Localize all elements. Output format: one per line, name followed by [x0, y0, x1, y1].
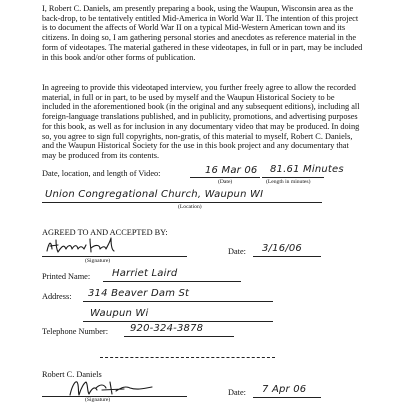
- author-signature-caption: (Signature): [85, 397, 111, 403]
- interview-label: Date, location, and length of Video:: [42, 169, 161, 178]
- interview-length-caption: (Length in minutes): [266, 179, 311, 185]
- printed-name-label: Printed Name:: [42, 272, 91, 281]
- agreement-paragraph: In agreeing to provide this videotaped interview, you further freely agree to allow the recorded material, in full or in part, to be used by myself and the Waupun Historical Society to be included in the aforementioned book (in the original and any subsequent editions), including all foreign-language translations published, and in publicity, promotions, and advertising purposes for this book, as well as for inclusion in any documentary video that may be produced. In doing so, you agree to sign full copyrights, non-gratis, of this material to myself, Robert C. Daniels, and the Waupun Historical Society for the use in this book project and any documentary that may be produced from its contents.: [42, 83, 360, 160]
- address-line2-rule: [83, 321, 273, 322]
- agreed-heading: AGREED TO AND ACCEPTED BY:: [42, 228, 168, 237]
- address-line1-rule: [83, 301, 273, 302]
- interview-date-caption: (Date): [218, 179, 233, 185]
- address-label: Address:: [42, 292, 72, 301]
- agreed-date-value: 3/16/06: [262, 243, 302, 254]
- address-line2-value: Waupun Wi: [90, 308, 149, 319]
- author-date-line: [253, 397, 321, 398]
- interview-location-caption: (Location): [178, 204, 202, 210]
- telephone-label: Telephone Number:: [42, 327, 109, 336]
- interview-length-value: 81.61 Minutes: [270, 164, 344, 175]
- author-name: Robert C. Daniels: [42, 370, 102, 379]
- intro-paragraph: I, Robert C. Daniels, am presently preparing a book, using the Waupun, Wisconsin area as the back-drop, to be tentatively entitled Mid-America in World War II. The intention of this project is to document the affects of World War II on a typical Mid-Western American town and its citizens. In doing so, I am gathering personal stories and anecdotes as reference material in the form of videotapes. The material gathered in these videotapes, in full or in part, may be included in this book and/or other forms of publication.: [42, 4, 363, 62]
- agreed-signature-caption: (Signature): [85, 258, 111, 264]
- address-line1-value: 314 Beaver Dam St: [88, 288, 190, 299]
- author-date-value: 7 Apr 06: [262, 384, 307, 395]
- section-divider: [100, 357, 275, 358]
- agreed-date-label: Date:: [228, 247, 246, 256]
- agreed-signature-line: [42, 256, 187, 257]
- interview-length-line: [262, 177, 324, 178]
- interview-location-value: Union Congregational Church, Waupun WI: [45, 189, 264, 200]
- author-date-label: Date:: [228, 388, 246, 397]
- harriet-laird-signature: [44, 236, 116, 256]
- telephone-value: 920-324-3878: [130, 323, 204, 334]
- robert-daniels-signature: [66, 378, 156, 398]
- telephone-line: [124, 336, 234, 337]
- interview-date-line: [190, 177, 260, 178]
- printed-name-line: [103, 281, 241, 282]
- interview-location-line: [42, 202, 322, 203]
- printed-name-value: Harriet Laird: [112, 268, 178, 279]
- author-signature-line: [42, 396, 187, 397]
- agreed-date-line: [253, 256, 321, 257]
- interview-date-value: 16 Mar 06: [205, 165, 258, 176]
